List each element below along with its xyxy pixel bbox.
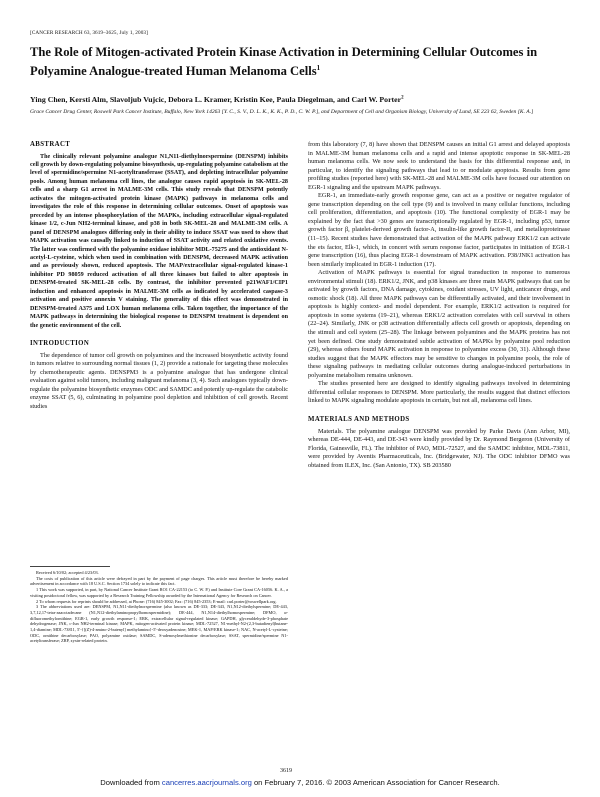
abstract-heading: ABSTRACT bbox=[30, 141, 71, 148]
download-suffix: on February 7, 2016. © 2003 American Association for Cancer Research. bbox=[251, 778, 500, 787]
journal-link[interactable]: cancerres.aacrjournals.org bbox=[161, 778, 252, 787]
left-column bbox=[30, 141, 288, 411]
abstract-text: The clinically relevant polyamine analogue N1,N11-diethylnorspermine (DENSPM) inhibits cell growth by down-regulating polyamine biosynthesis, up-regulating polyamine catabolism at the level of spermidine/spermine N1-acetyltransferase (SSAT), and depleting intracellular polyamine pools. Among human melanoma cell lines, the analogue causes rapid apoptosis in SK-MEL-28 cells and a sharp G1 arrest in MALME-3M cells. This study reveals that DENSPM potently activates the mitogen-activated protein kinase (MAPK) pathways in melanoma cells and investigates the role of this response in determining cellular outcomes. Onset of apoptosis was preceded by an intense phosphorylation of the MAPKs, including extracellular signal-regulated kinase 1/2, c-Jun NH2-terminal kinase, and p38 in both SK-MEL-28 and MALME-3M cells. A panel of DENSPM analogues differing only in their ability to induce SSAT was used to show that MAPK activation was causally linked to induction of SSAT activity and related oxidative events. The latter was confirmed with the polyamine oxidase inhibitor MDL-75275 and the antioxidant N-acetyl-L-cysteine, which when used in combination with DENSPM, decreased MAPK activation and as previously shown, reduced apoptosis. The MAP/extracellular signal-regulated kinase-1 inhibitor PD 98059 reduced activation of all three kinases but failed to alter apoptosis in DENSPM-treated SK-MEL-28 cells. By contrast, the inhibitor prevented p21WAF1/CIP1 induction and enhanced apoptosis in MALME-3M cells as indicated by accelerated caspase-3 activation and positive annexin V staining. The generality of this effect was demonstrated in DENSPM-treated A375 and LOX human melanoma cells. Taken together, the importance of the MAPK pathways in determining the biological response to DENSPM treatment is dependent on the genetic environment of the cell. bbox=[30, 153, 288, 329]
authors-footnote-mark: 2 bbox=[401, 95, 404, 101]
title-text: The Role of Mitogen-activated Protein Kinase Activation in Determining Cellular Outcomes in Polyamine Analogue-treated Human Melanoma Cells bbox=[30, 45, 538, 78]
page-number: 3619 bbox=[280, 768, 292, 774]
authors-text: Ying Chen, Kersti Alm, Slavoljub Vujcic, Debora L. Kramer, Kristin Kee, Paula Diegelman, and Carl W. Porter bbox=[30, 95, 402, 104]
download-footer bbox=[0, 778, 600, 787]
footnote-abbreviations: 3 The abbreviations used are: DENSPM, N1,N11-diethylnorspermine (also known as DE-333; DE-343, N1,N12-diethylspermine; DE-443, 3,7,12,17-tetra-azaoctadecane (N1,N12-diethylaminopropylhomospermidine); DE-444, N1,N14-diethylhomospermine; DFMO, α-difluoromethylornithine; EGR-1, early growth response-1; ERK, extracellular signal-regulated kinase; GAPDH, glyceraldehyde-3-phosphate dehydrogenase; JNK, c-Jun NH2-terminal kinase; MAPK, mitogen-activated protein kinase; MDL-72527, N1-methyl-N2-(2,3-butadienyl)butane-1,4-diamine; MDL-73811, 5′-{[(Z)-4-amino-2-butenyl] methylamino}-5′-deoxyadenosine; MEK-1, MAP/ERK kinase-1; NAC, N-acetyl-L-cysteine; ODC, ornithine decarboxylase; PAO, polyamine oxidase; SAMDC, S-adenosylmethionine decarboxylase; SSAT, spermidine/spermine N1-acetyltransferase; ZRP, zyxin-related protein. bbox=[30, 604, 288, 644]
title-footnote-mark: 1 bbox=[316, 63, 321, 72]
introduction-paragraph: The dependence of tumor cell growth on polyamines and the increased biosynthetic activity found in tumors relative to surrounding normal tissues (1, 2) provide a rationale for targeting these molecules by chemotherapeutic agents. DENSPM3 is a polyamine analogue that has undergone clinical evaluation against solid tumors, including malignant melanoma (3, 4). Such analogues typically down-regulate the polyamine biosynthetic enzymes ODC and SAMDC and potently up-regulate the catabolic enzyme SSAT (5, 6), culminating in polyamine pool depletion and inhibition of cell growth. Recent studies bbox=[30, 351, 288, 410]
methods-heading: MATERIALS AND METHODS bbox=[308, 415, 410, 423]
download-prefix: Downloaded from bbox=[100, 778, 162, 787]
article-title bbox=[30, 45, 570, 79]
footnote-costs: The costs of publication of this article were defrayed in part by the payment of page charges. This article must therefore be hereby marked advertisement in accordance with 18 U.S.C. Section 1734 solely to indicate this fact. bbox=[30, 575, 288, 587]
right-paragraph-egr1: EGR-1, an immediate-early growth response gene, can act as a positive or negative regulator of gene transcription depending on the cell type (9) and is involved in many cellular functions, including cell proliferation, differentiation, and apoptosis (10). The functional complexity of EGR-1 may be explained by the fact that >30 genes are transcriptionally regulated by EGR-1, including p53, tumor growth factor β, platelet-derived growth factor-A, insulin-like growth factor-II, and metalloproteinase (11–15). Recent studies have demonstrated that activation of the MAPK pathway ERK1/2 can activate the ets factor, Elk-1, which, in concert with serum response factor, participates in initiation of EGR-1 gene transcription (16), thus placing EGR-1 downstream of MAPK activation. P38/JNK1 activation has been similarly implicated in EGR-1 induction (17). bbox=[308, 192, 570, 268]
footnotes bbox=[30, 570, 288, 644]
methods-materials-paragraph: Materials. The polyamine analogue DENSPM was provided by Parke Davis (Ann Arbor, MI), whereas DE-444, DE-443, and DE-343 were kindly provided by Dr. Raymond Bergeron (University of Florida, Gainesville, FL). The inhibitor of PAO, MDL-72527, and the SAMDC inhibitor, MDL-73811, were provided by Aventis Pharmaceuticals, Inc. (Bridgewater, NJ). The ODC inhibitor DFMO was obtained from ILEX, Inc. (San Antonio, TX). SB 203580 bbox=[308, 427, 570, 469]
journal-header: [CANCER RESEARCH 63, 3619–3625, July 1, 2003] bbox=[30, 30, 148, 36]
footnote-reprints: 2 To whom requests for reprints should be addressed, at Phone: (716) 845-3002; Fax: (716) 845-2353; E-mail: carl.porter@roswellpark.org. bbox=[36, 598, 277, 604]
introduction-heading: INTRODUCTION bbox=[30, 340, 90, 348]
affiliation: Grace Cancer Drug Center, Roswell Park Cancer Institute, Buffalo, New York 14263 [Y. C., S. V., D. L. K., K. K., P. D., C. W. P.], and Department of Cell and Organism Biology, University of Lund, SE 223 62, Sweden [K. A.] bbox=[30, 109, 534, 115]
footnote-funding: 1 This work was supported, in part, by National Cancer Institute Grant RO1 CA-22153 (to C. W. P.) and Institute Core Grant CA-16056. K. A., a visiting postdoctoral fellow, was supported by a Research Training Fellowship awarded by the International Agency for Research on Cancer. bbox=[30, 587, 288, 598]
right-paragraph-mapk: Activation of MAPK pathways is essential for signal transduction in response to numerous environmental stimuli (18). ERK1/2, JNK, and p38 kinases are three main MAPK pathways that can be activated by growth factors, DNA damage, cytokines, oxidant stresses, UV light, anticancer drugs, and osmotic shock (18). All three MAPK pathways can be differentially activated, and their involvement in apoptosis is highly context- and model dependent. For example, ERK1/2 activation is required for apoptosis in some systems (19–21), whereas ERK1/2 activation correlates with cell survival in others (22–24). Similarly, JNK or p38 activation differentially affects cell growth or apoptosis, depending on the stimuli and cell system (25–28). The linkage between polyamines and the MAPK proteins has not yet been defined. One study demonstrated subtle activation of MAPKs by polyamine pool reduction (29), whereas others found MAPK activation in response to polyamine excess (30, 31). Although these studies suggest that the MAPK effectors may be sensitive to changes in polyamine pools, the role of these signaling pathways in mediating cellular outcomes during analogue-induced perturbations in polyamine metabolism remains unknown. bbox=[308, 269, 570, 379]
footnote-rule bbox=[30, 566, 110, 567]
right-paragraph-studies: The studies presented here are designed to identify signaling pathways involved in determining differential cellular responses to DENSPM. More particularly, the results suggest that distinct effectors linked to MAPK signaling modulate apoptosis in certain, but not all, melanoma cell lines. bbox=[308, 380, 570, 405]
right-paragraph-1: from this laboratory (7, 8) have shown that DENSPM causes an initial G1 arrest and delayed apoptosis in MALME-3M human melanoma cells and a rapid and intense apoptotic response in SK-MEL-28 human melanoma cells. We now seek to understand the basis for this differential response and, in particular, to identify the signaling pathways that lead to or modulate apoptosis. Results from gene profiling studies (reported here) with SK-MEL-28 and MALME-3M cells have focused our attention on EGR-1 signaling and the upstream MAPK pathways. bbox=[308, 141, 570, 191]
right-column bbox=[308, 141, 570, 470]
author-list bbox=[30, 95, 570, 104]
footnote-received: Received 6/10/02; accepted 4/23/03. bbox=[36, 570, 99, 575]
